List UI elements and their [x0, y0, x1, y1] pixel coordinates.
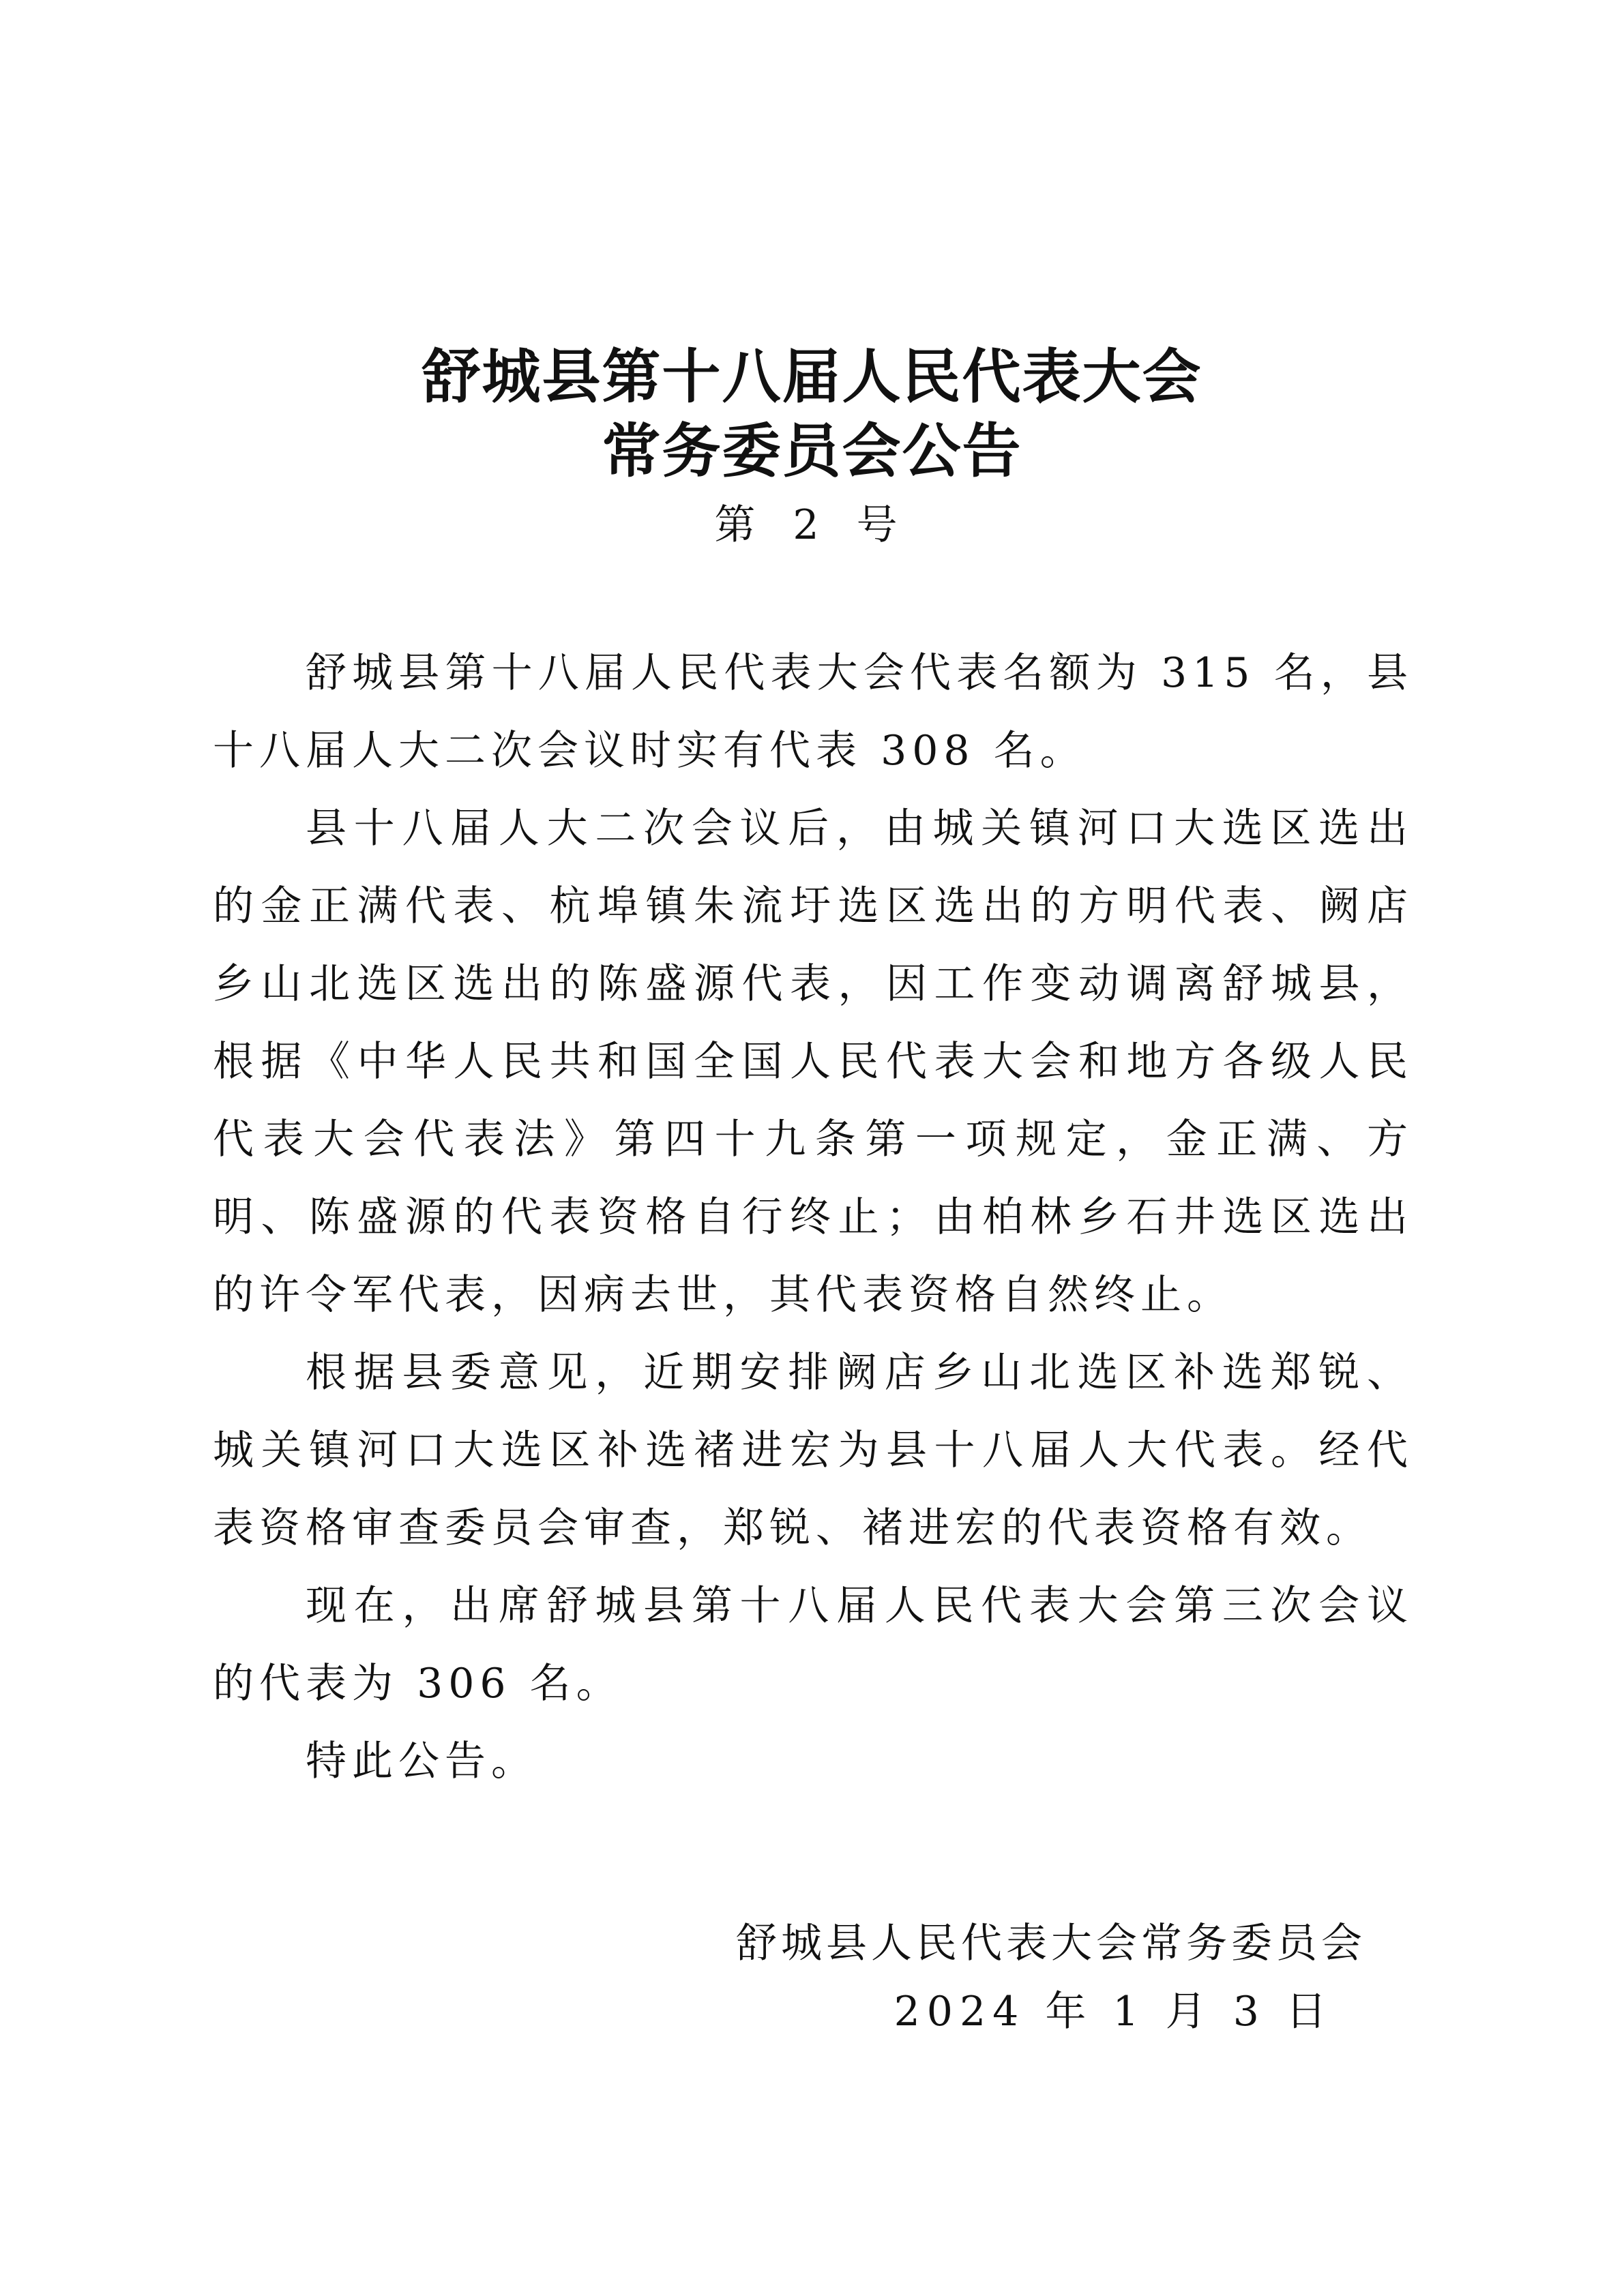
paragraph-quota: 舒城县第十八届人民代表大会代表名额为 315 名，县十八届人大二次会议时实有代表 308 名。 — [213, 649, 1413, 775]
title-line-2: 常务委员会公告 — [602, 417, 1022, 486]
issuing-organization: 舒城县人民代表大会常务委员会 — [736, 1920, 1366, 1967]
title-line-1: 舒城县第十八届人民代表大会 — [422, 343, 1202, 411]
announcement-number: 第 2 号 — [714, 501, 910, 549]
issue-date: 2024 年 1 月 3 日 — [894, 1988, 1333, 2036]
paragraph-by-election: 根据县委意见，近期安排阙店乡山北选区补选郑锐、城关镇河口大选区补选褚进宏为县十八届人大代表。经代表资格审查委员会审查，郑锐、褚进宏的代表资格有效。 — [213, 1349, 1413, 1552]
announcement-body — [213, 634, 1413, 1800]
paragraph-termination: 县十八届人大二次会议后，由城关镇河口大选区选出的金正满代表、杭埠镇朱流圩选区选出的方明代表、阙店乡山北选区选出的陈盛源代表，因工作变动调离舒城县，根据《中华人民共和国全国人民代表大会和地方各级人民代表大会代表法》第四十九条第一项规定，金正满、方明、陈盛源的代表资格自行终止；由柏林乡石井选区选出的许令军代表，因病去世，其代表资格自然终止。 — [213, 805, 1413, 1319]
signature-block — [684, 1909, 1366, 2046]
paragraph-closing: 特此公告。 — [306, 1738, 537, 1785]
paragraph-attendance: 现在，出席舒城县第十八届人民代表大会第三次会议的代表为 306 名。 — [213, 1582, 1413, 1708]
